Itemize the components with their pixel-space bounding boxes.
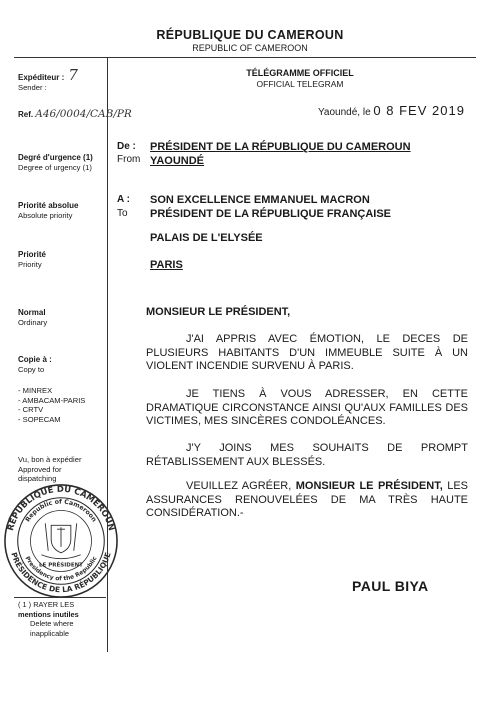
urgency-label-en: Degree of urgency (1) xyxy=(18,162,92,172)
paragraph-condolences: JE TIENS À VOUS ADRESSER, EN CETTE DRAMATIQUE CIRCONSTANCE AINSI QU'AUX FAMILLES DES VICTIMES, MES SINCÈRES CONDOLÉANCES. xyxy=(146,388,468,427)
signature-name: PAUL BIYA xyxy=(352,578,429,594)
footnote-line-1: ( 1 ) RAYER LES xyxy=(18,600,75,609)
normal-fr: Normal xyxy=(18,308,46,317)
priority-en: Priority xyxy=(18,259,42,269)
copy-label-fr: Copie à : xyxy=(18,355,52,364)
recipient-address: PALAIS DE L'ELYSÉE xyxy=(150,232,263,244)
copy-item: - SOPECAM xyxy=(18,414,61,424)
dispatch-fr: Vu, bon à expédier xyxy=(18,455,82,464)
country-title-fr: RÉPUBLIQUE DU CAMEROUN xyxy=(156,28,344,42)
footnote-line-4: inapplicable xyxy=(30,628,70,638)
copy-to-label xyxy=(18,355,52,374)
footnote-line-2: mentions inutiles xyxy=(18,609,79,619)
copy-label-en: Copy to xyxy=(18,364,45,374)
absolute-priority-en: Absolute priority xyxy=(18,210,73,220)
normal-option xyxy=(18,308,47,327)
reference-field xyxy=(18,110,132,120)
absolute-priority-option xyxy=(18,201,78,220)
urgency-label-fr: Degré d'urgence (1) xyxy=(18,153,93,162)
seal-outer-bottom-text: PRÉSIDENCE DE LA RÉPUBLIQUE xyxy=(9,551,113,595)
footnote xyxy=(18,600,79,638)
date-stamp: 0 8 FEV 2019 xyxy=(373,103,465,118)
sender-field xyxy=(18,66,78,92)
footnote-divider xyxy=(14,597,106,598)
seal-center-text: LE PRÉSIDENT xyxy=(39,562,83,569)
copy-item: - CRTV xyxy=(18,405,44,414)
paragraph-recovery-wishes: J'Y JOINS MES SOUHAITS DE PROMPT RÉTABLISSEMENT AUX BLESSÉS. xyxy=(146,442,468,468)
sender-city: YAOUNDÉ xyxy=(150,155,204,167)
urgency-field xyxy=(18,153,93,172)
ref-handwritten: A46/0004/CAB/PR xyxy=(35,108,132,120)
sender-handwritten: 7 xyxy=(68,66,78,84)
normal-en: Ordinary xyxy=(18,317,48,327)
copy-list xyxy=(18,386,85,424)
to-label-en: To xyxy=(117,208,128,219)
closing-part-1: VEUILLEZ AGRÉER, xyxy=(186,480,296,492)
priority-fr: Priorité xyxy=(18,250,47,259)
closing-part-3: LES ASSURANCES RENOUVELÉES DE MA TRÈS HAUTE CONSIDÉRATION.- xyxy=(146,480,468,519)
ref-label: Ref. xyxy=(18,110,34,119)
date-line xyxy=(318,103,465,118)
copy-item: - AMBACAM-PARIS xyxy=(18,395,86,405)
presidential-seal-stamp xyxy=(2,482,120,600)
header-divider xyxy=(14,57,476,58)
copy-item: - MINREX xyxy=(18,386,53,395)
recipient-city: PARIS xyxy=(150,259,183,271)
dispatch-en-2: dispatching xyxy=(18,474,57,483)
date-prefix: Yaoundé, le xyxy=(318,107,371,118)
country-title-en: REPUBLIC OF CAMEROON xyxy=(192,43,308,53)
telegram-title-en: OFFICIAL TELEGRAM xyxy=(256,79,344,89)
recipient-title: PRÉSIDENT DE LA RÉPUBLIQUE FRANÇAISE xyxy=(150,208,392,220)
to-label-fr: A : xyxy=(117,194,130,205)
dispatch-approval xyxy=(18,455,81,484)
from-label-fr: De : xyxy=(117,141,136,152)
seal-inner-top-text: Republic of Cameroon xyxy=(24,498,98,524)
closing-part-2: MONSIEUR LE PRÉSIDENT, xyxy=(295,480,443,492)
absolute-priority-fr: Priorité absolue xyxy=(18,201,79,210)
sender-label-en: Sender : xyxy=(18,82,47,92)
sender-label-fr: Expéditeur : xyxy=(18,73,65,82)
sender-title: PRÉSIDENT DE LA RÉPUBLIQUE DU CAMEROUN xyxy=(150,141,411,153)
from-label-en: From xyxy=(117,154,141,165)
paragraph-closing xyxy=(146,480,468,521)
seal-inner-bottom-text: Presidency of the Republic xyxy=(23,555,99,583)
telegram-title-fr: TÉLÉGRAMME OFFICIEL xyxy=(246,68,354,78)
coat-of-arms-icon xyxy=(41,523,80,558)
salutation: MONSIEUR LE PRÉSIDENT, xyxy=(146,306,291,318)
seal-outer-top-text: RÉPUBLIQUE DU CAMEROUN xyxy=(5,483,118,532)
recipient-name: SON EXCELLENCE EMMANUEL MACRON xyxy=(150,194,370,206)
priority-option xyxy=(18,250,46,269)
dispatch-en-1: Approved for xyxy=(18,464,62,474)
paragraph-condolence-news: J'AI APPRIS AVEC ÉMOTION, LE DECES DE PLUSIEURS HABITANTS D'UN IMMEUBLE SUITE À UN VIOLENT INCENDIE SURVENU À PARIS. xyxy=(146,333,468,372)
footnote-line-3: Delete where xyxy=(30,619,74,628)
